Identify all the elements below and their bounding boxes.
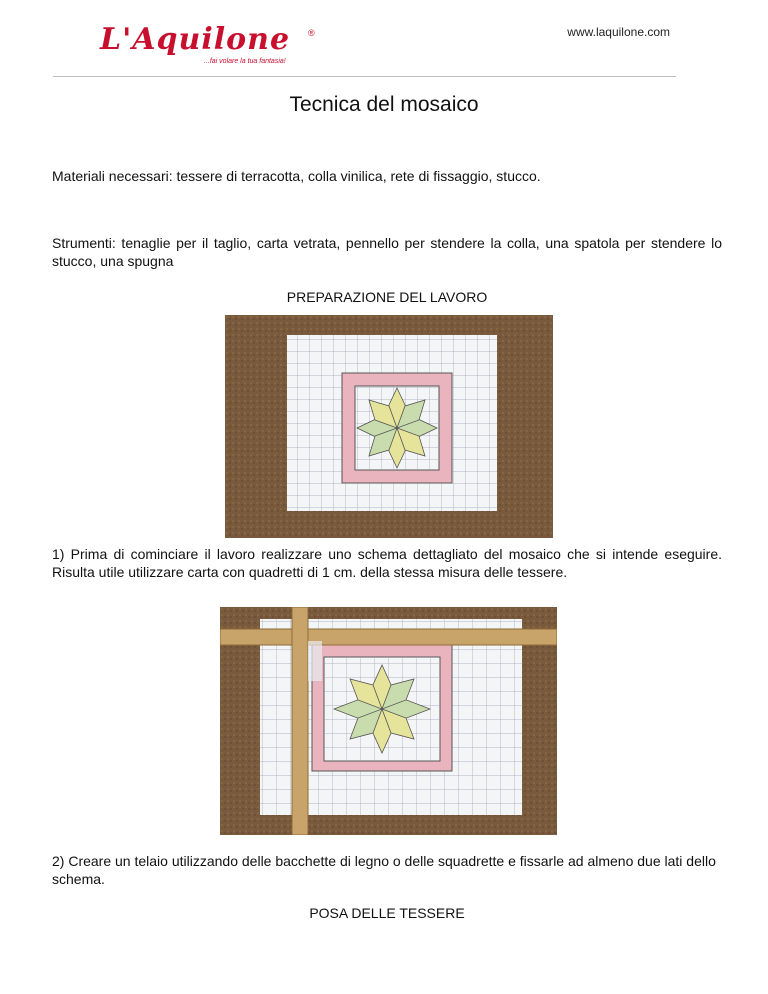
tools-paragraph: Strumenti: tenaglie per il taglio, carta vetrata, pennello per stendere la colla, una spatola per stendere lo stucco, una spugna (52, 235, 722, 269)
materials-paragraph: Materiali necessari: tessere di terracotta, colla vinilica, rete di fissaggio, stucco. (52, 168, 541, 184)
step-1-paragraph: 1) Prima di cominciare il lavoro realizzare uno schema dettagliato del mosaico che si intende eseguire. Risulta utile utilizzare carta con quadretti di 1 cm. della stessa misura delle tessere. (52, 546, 722, 580)
logo-text: L'Aquilone (100, 22, 291, 57)
document-title: Tecnica del mosaico (289, 93, 479, 116)
brand-logo (100, 22, 330, 70)
logo-tagline: ...fai volare la tua fantasia! (204, 58, 286, 65)
header-divider (53, 76, 676, 77)
photo-mosaic-scheme (225, 315, 553, 538)
website-url[interactable]: www.laquilone.com (567, 25, 670, 39)
section-heading-preparation: PREPARAZIONE DEL LAVORO (286, 289, 488, 305)
logo-registered-mark: ® (308, 28, 315, 38)
step-2-paragraph: 2) Creare un telaio utilizzando delle bacchette di legno o delle squadrette e fissarle ad almeno due lati dello schema. (52, 853, 716, 887)
photo-wooden-frame (220, 607, 557, 835)
section-heading-laying: POSA DELLE TESSERE (309, 905, 465, 921)
